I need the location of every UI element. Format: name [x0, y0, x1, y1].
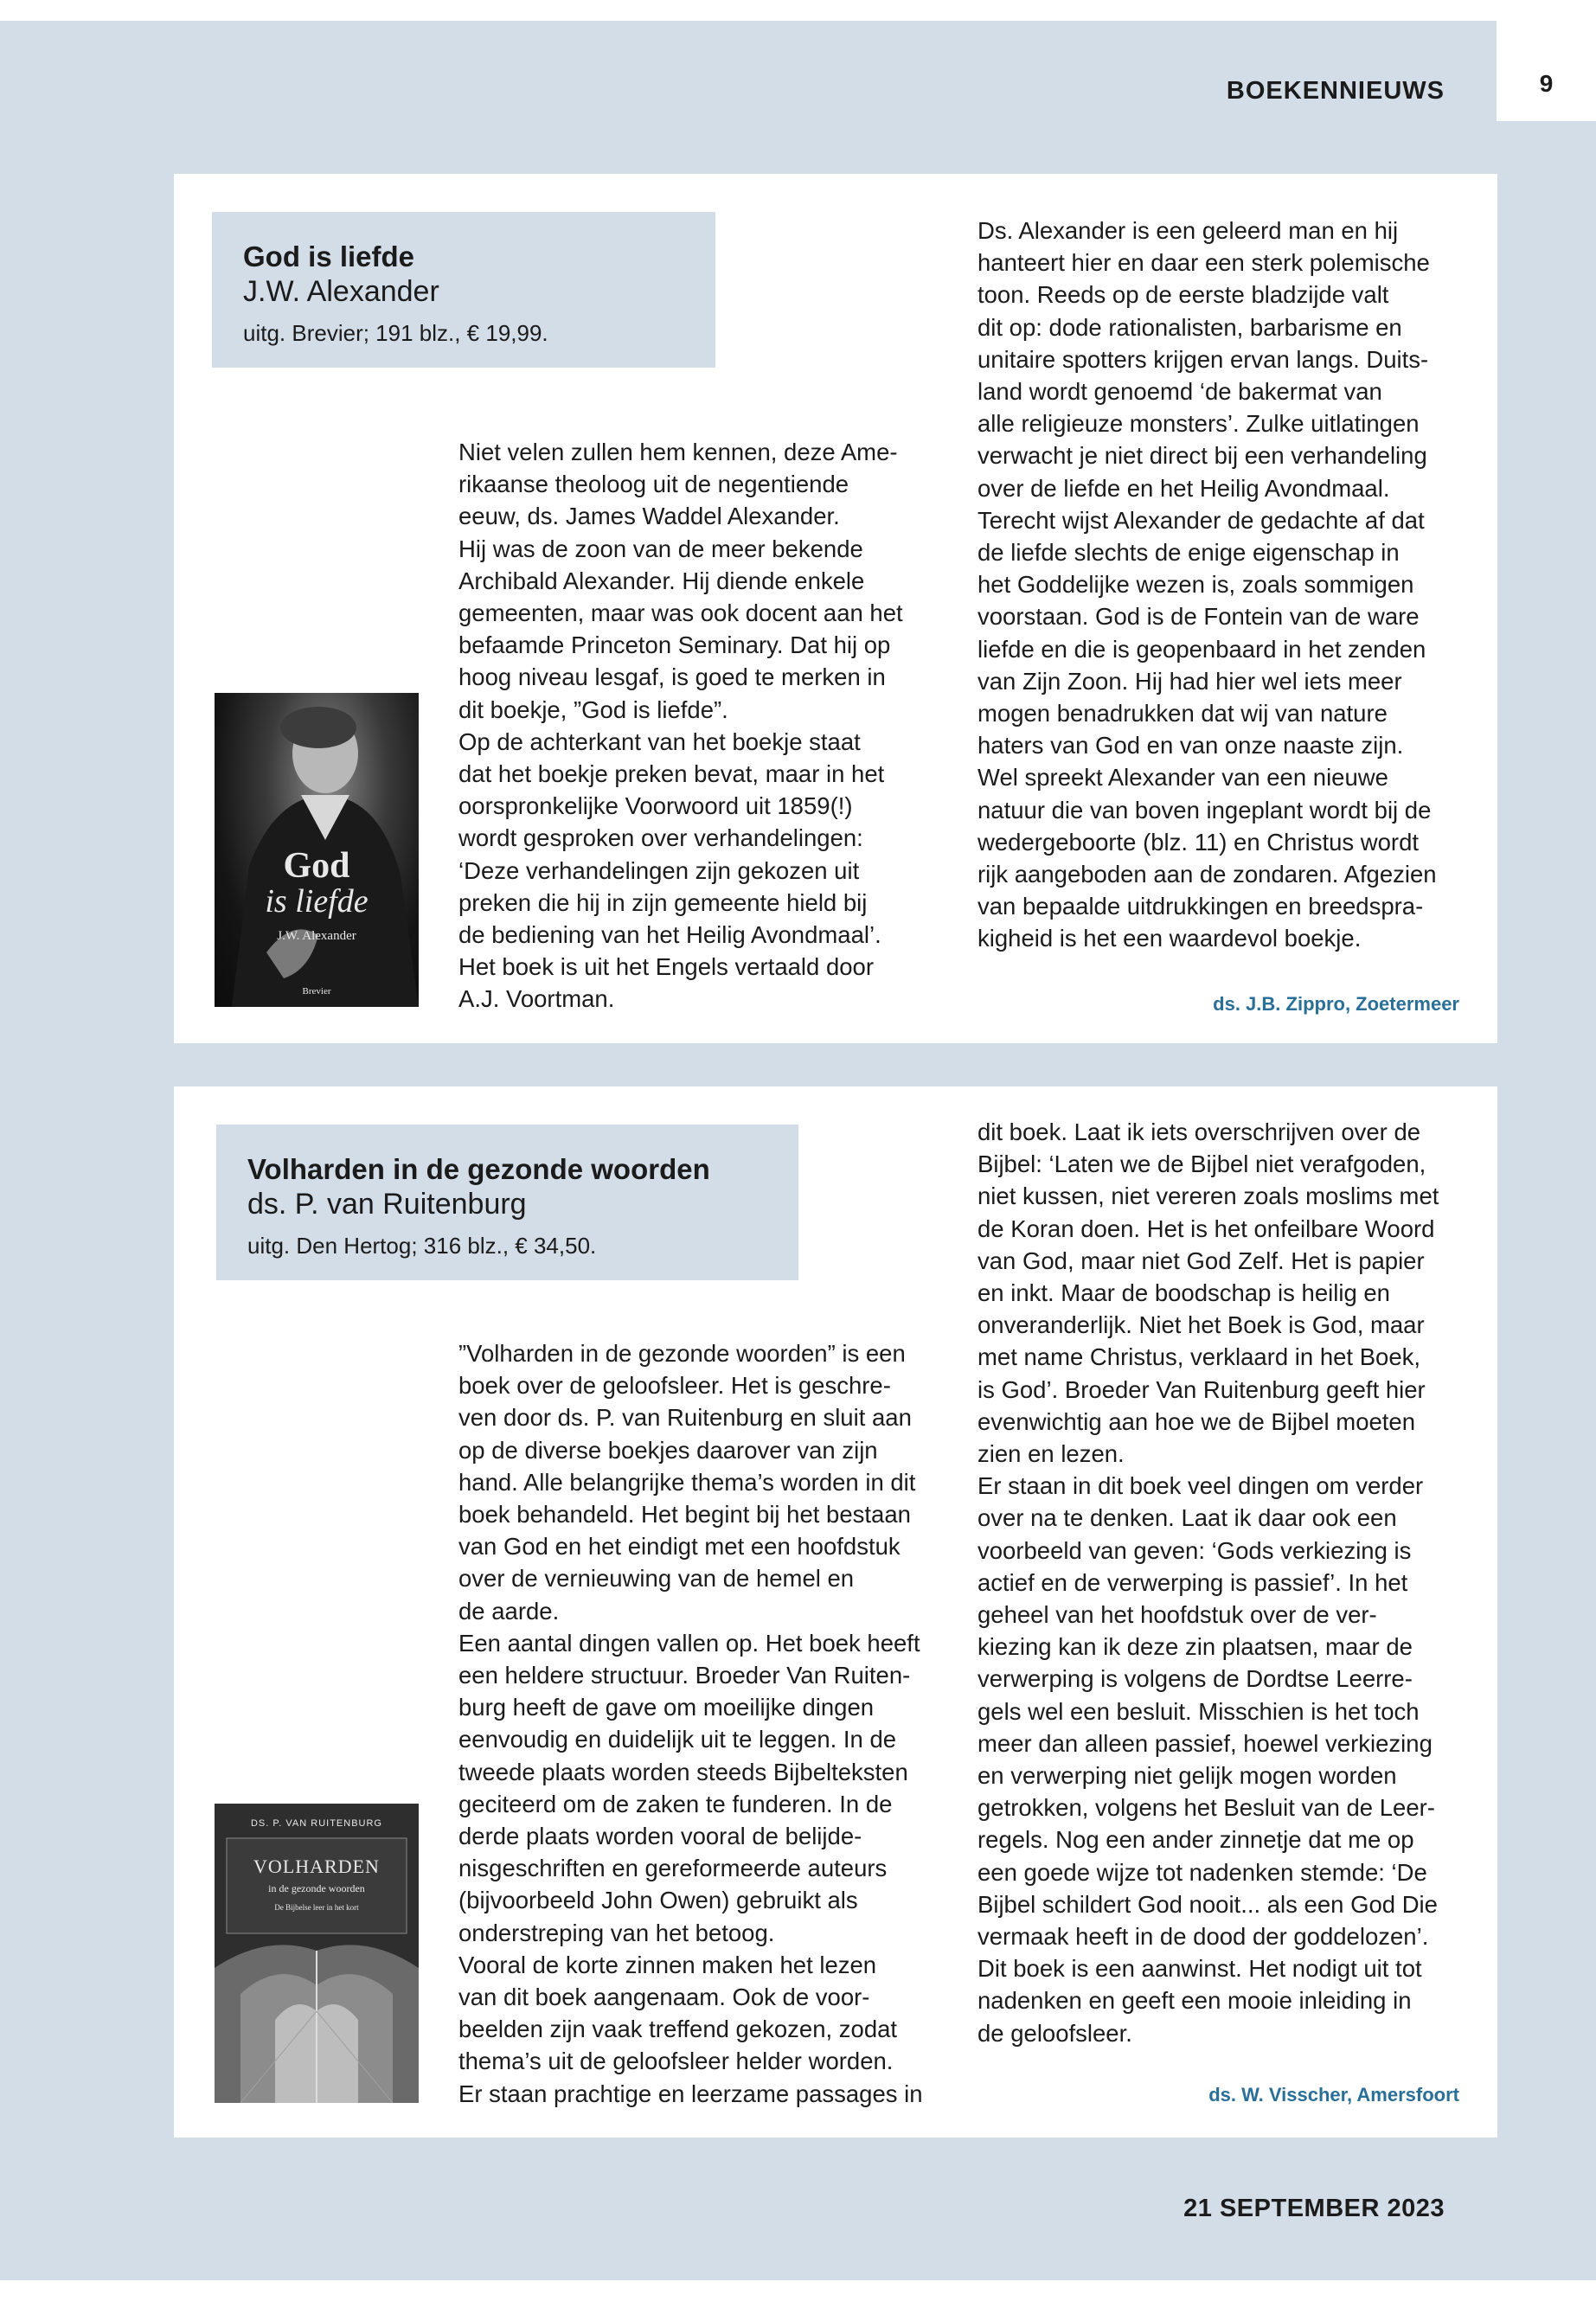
- cover-title-line2: is liefde: [265, 883, 369, 920]
- issue-date: 21 SEPTEMBER 2023: [1183, 2195, 1445, 2222]
- page-number: 9: [1539, 70, 1554, 97]
- section-label: BOEKENNIEUWS: [1226, 77, 1445, 105]
- cover-author: DS. P. VAN RUITENBURG: [250, 1818, 382, 1829]
- review-text-left-column: [458, 1337, 952, 2110]
- review-card-volharden: [174, 1086, 1497, 2138]
- cover-tagline: De Bijbelse leer in het kort: [274, 1903, 359, 1912]
- cover-subtitle: in de gezonde woorden: [268, 1882, 365, 1894]
- review-text-left-column: [458, 436, 943, 1016]
- reviewer-credit: ds. W. Visscher, Amersfoort: [1208, 2084, 1459, 2106]
- cathedral-illustration: [215, 1804, 419, 2103]
- book-author: J.W. Alexander: [243, 275, 439, 308]
- book-title-box: [216, 1125, 798, 1280]
- cover-title: VOLHARDEN: [253, 1856, 380, 1877]
- review-card-god-is-liefde: [174, 174, 1497, 1043]
- book-publication: uitg. Den Hertog; 316 blz., € 34,50.: [247, 1233, 597, 1259]
- book-title: Volharden in de gezonde woorden: [247, 1153, 710, 1185]
- book-cover-image: [215, 1804, 419, 2103]
- book-title-box: [212, 212, 715, 368]
- cover-author: J.W. Alexander: [277, 929, 356, 943]
- review-body-left: Niet velen zullen hem kennen, deze Ame- rikaanse theoloog uit de negentiende eeuw, ds. James Waddel Alexander. Hij was de zoon van de meer bekende Archibald Alexander. Hij diende enkele gemeenten, maar was ook docent aan het befaamde Princeton Seminary. Dat hij op hoog niveau lesgaf, is goed te merken in dit boekje, ”God is liefde”. Op de achterkant van het boekje staat dat het boekje preken bevat, maar in het oorspronkelijke Voorwoord uit 1859(!) wordt gesproken over verhandelingen: ‘Deze verhandelingen zijn gekozen uit preken die hij in zijn gemeente hield bij de bediening van het Heilig Avondmaal’. Het boek is uit het Engels vertaald door A.J. Voortman.: [458, 439, 903, 1013]
- reviewer-credit: ds. J.B. Zippro, Zoetermeer: [1213, 993, 1459, 1015]
- book-author: ds. P. van Ruitenburg: [247, 1188, 527, 1221]
- review-body-right: dit boek. Laat ik iets overschrijven over de Bijbel: ‘Laten we de Bijbel niet verafgoden, niet kussen, niet vereren zoals moslims met de Koran doen. Het is het onfeilbare Woord van God, maar niet God Zelf. Het is papier en inkt. Maar de boodschap is heilig en onveranderlijk. Niet het Boek is God, maar met name Christus, verklaard in het Boek, is God’. Broeder Van Ruitenburg geeft hier evenwichtig aan hoe we de Bijbel moeten zien en lezen. Er staan in dit boek veel dingen om verder over na te denken. Laat ik daar ook een voorbeeld van geven: ‘Gods verkiezing is actief en de verwerping is passief’. In het geheel van het hoofdstuk over de ver- kiezing kan ik deze zin plaatsen, maar de verwerping is volgens de Dordtse Leerre- gels wel een besluit. Misschien is het toch meer dan alleen passief, hoewel verkiezing en verwerping niet gelijk mogen worden getrokken, volgens het Besluit van de Leer- regels. Nog een ander zinnetje dat me op een goede wijze tot nadenken stemde: ‘De Bijbel schildert God nooit... als een God Die vermaak heeft in de dood der goddelozen’. Dit boek is een aanwinst. Het nodigt uit tot nadenken en geeft een mooie inleiding in de geloofsleer.: [977, 1118, 1439, 2047]
- book-publication: uitg. Brevier; 191 blz., € 19,99.: [243, 320, 548, 346]
- book-cover-image: [215, 693, 419, 1007]
- review-body-left: ”Volharden in de gezonde woorden” is een boek over de geloofsleer. Het is geschre- ven door ds. P. van Ruitenburg en sluit aan op de diverse boekjes daarover van zijn hand. Alle belangrijke thema’s worden in dit boek behandeld. Het begint bij het bestaan van God en het eindigt met een hoofdstuk over de vernieuwing van de hemel en de aarde. Een aantal dingen vallen op. Het boek heeft een heldere structuur. Broeder Van Ruiten- burg heeft de gave om moeilijke dingen eenvoudig en duidelijk uit te leggen. In de tweede plaats worden steeds Bijbelteksten geciteerd om de zaken te funderen. In de derde plaats worden vooral de belijde- nisgeschriften en gereformeerde auteurs (bijvoorbeeld John Owen) gebruikt als onderstreping van het betoog. Vooral de korte zinnen maken het lezen van dit boek aangenaam. Ook de voor- beelden zijn vaak treffend gekozen, zodat thema’s uit de geloofsleer helder worden. Er staan prachtige en leerzame passages in: [458, 1340, 923, 2107]
- review-text-right-column: [977, 215, 1475, 955]
- book-title: God is liefde: [243, 240, 415, 272]
- cover-title-line1: God: [283, 846, 350, 886]
- review-text-right-column: [977, 1116, 1475, 2049]
- cover-publisher: Brevier: [302, 986, 331, 997]
- review-body-right: Ds. Alexander is een geleerd man en hij hanteert hier en daar een sterk polemische toon. Reeds op de eerste bladzijde valt dit op: dode rationalisten, barbarisme en unitaire spotters krijgen ervan langs. Duits- land wordt genoemd ‘de bakermat van alle religieuze monsters’. Zulke uitlatingen verwacht je niet direct bij een verhandeling over de liefde en het Heilig Avondmaal. Terecht wijst Alexander de gedachte af dat de liefde slechts de enige eigenschap in het Goddelijke wezen is, zoals sommigen voorstaan. God is de Fontein van de ware liefde en die is geopenbaard in het zenden van Zijn Zoon. Hij had hier wel iets meer mogen benadrukken dat wij van nature haters van God en van onze naaste zijn. Wel spreekt Alexander van een nieuwe natuur die van boven ingeplant wordt bij de wedergeboorte (blz. 11) en Christus wordt rijk aangeboden aan de zondaren. Afgezien van bepaalde uitdrukkingen en breedspra- kigheid is het een waardevol boekje.: [977, 217, 1437, 952]
